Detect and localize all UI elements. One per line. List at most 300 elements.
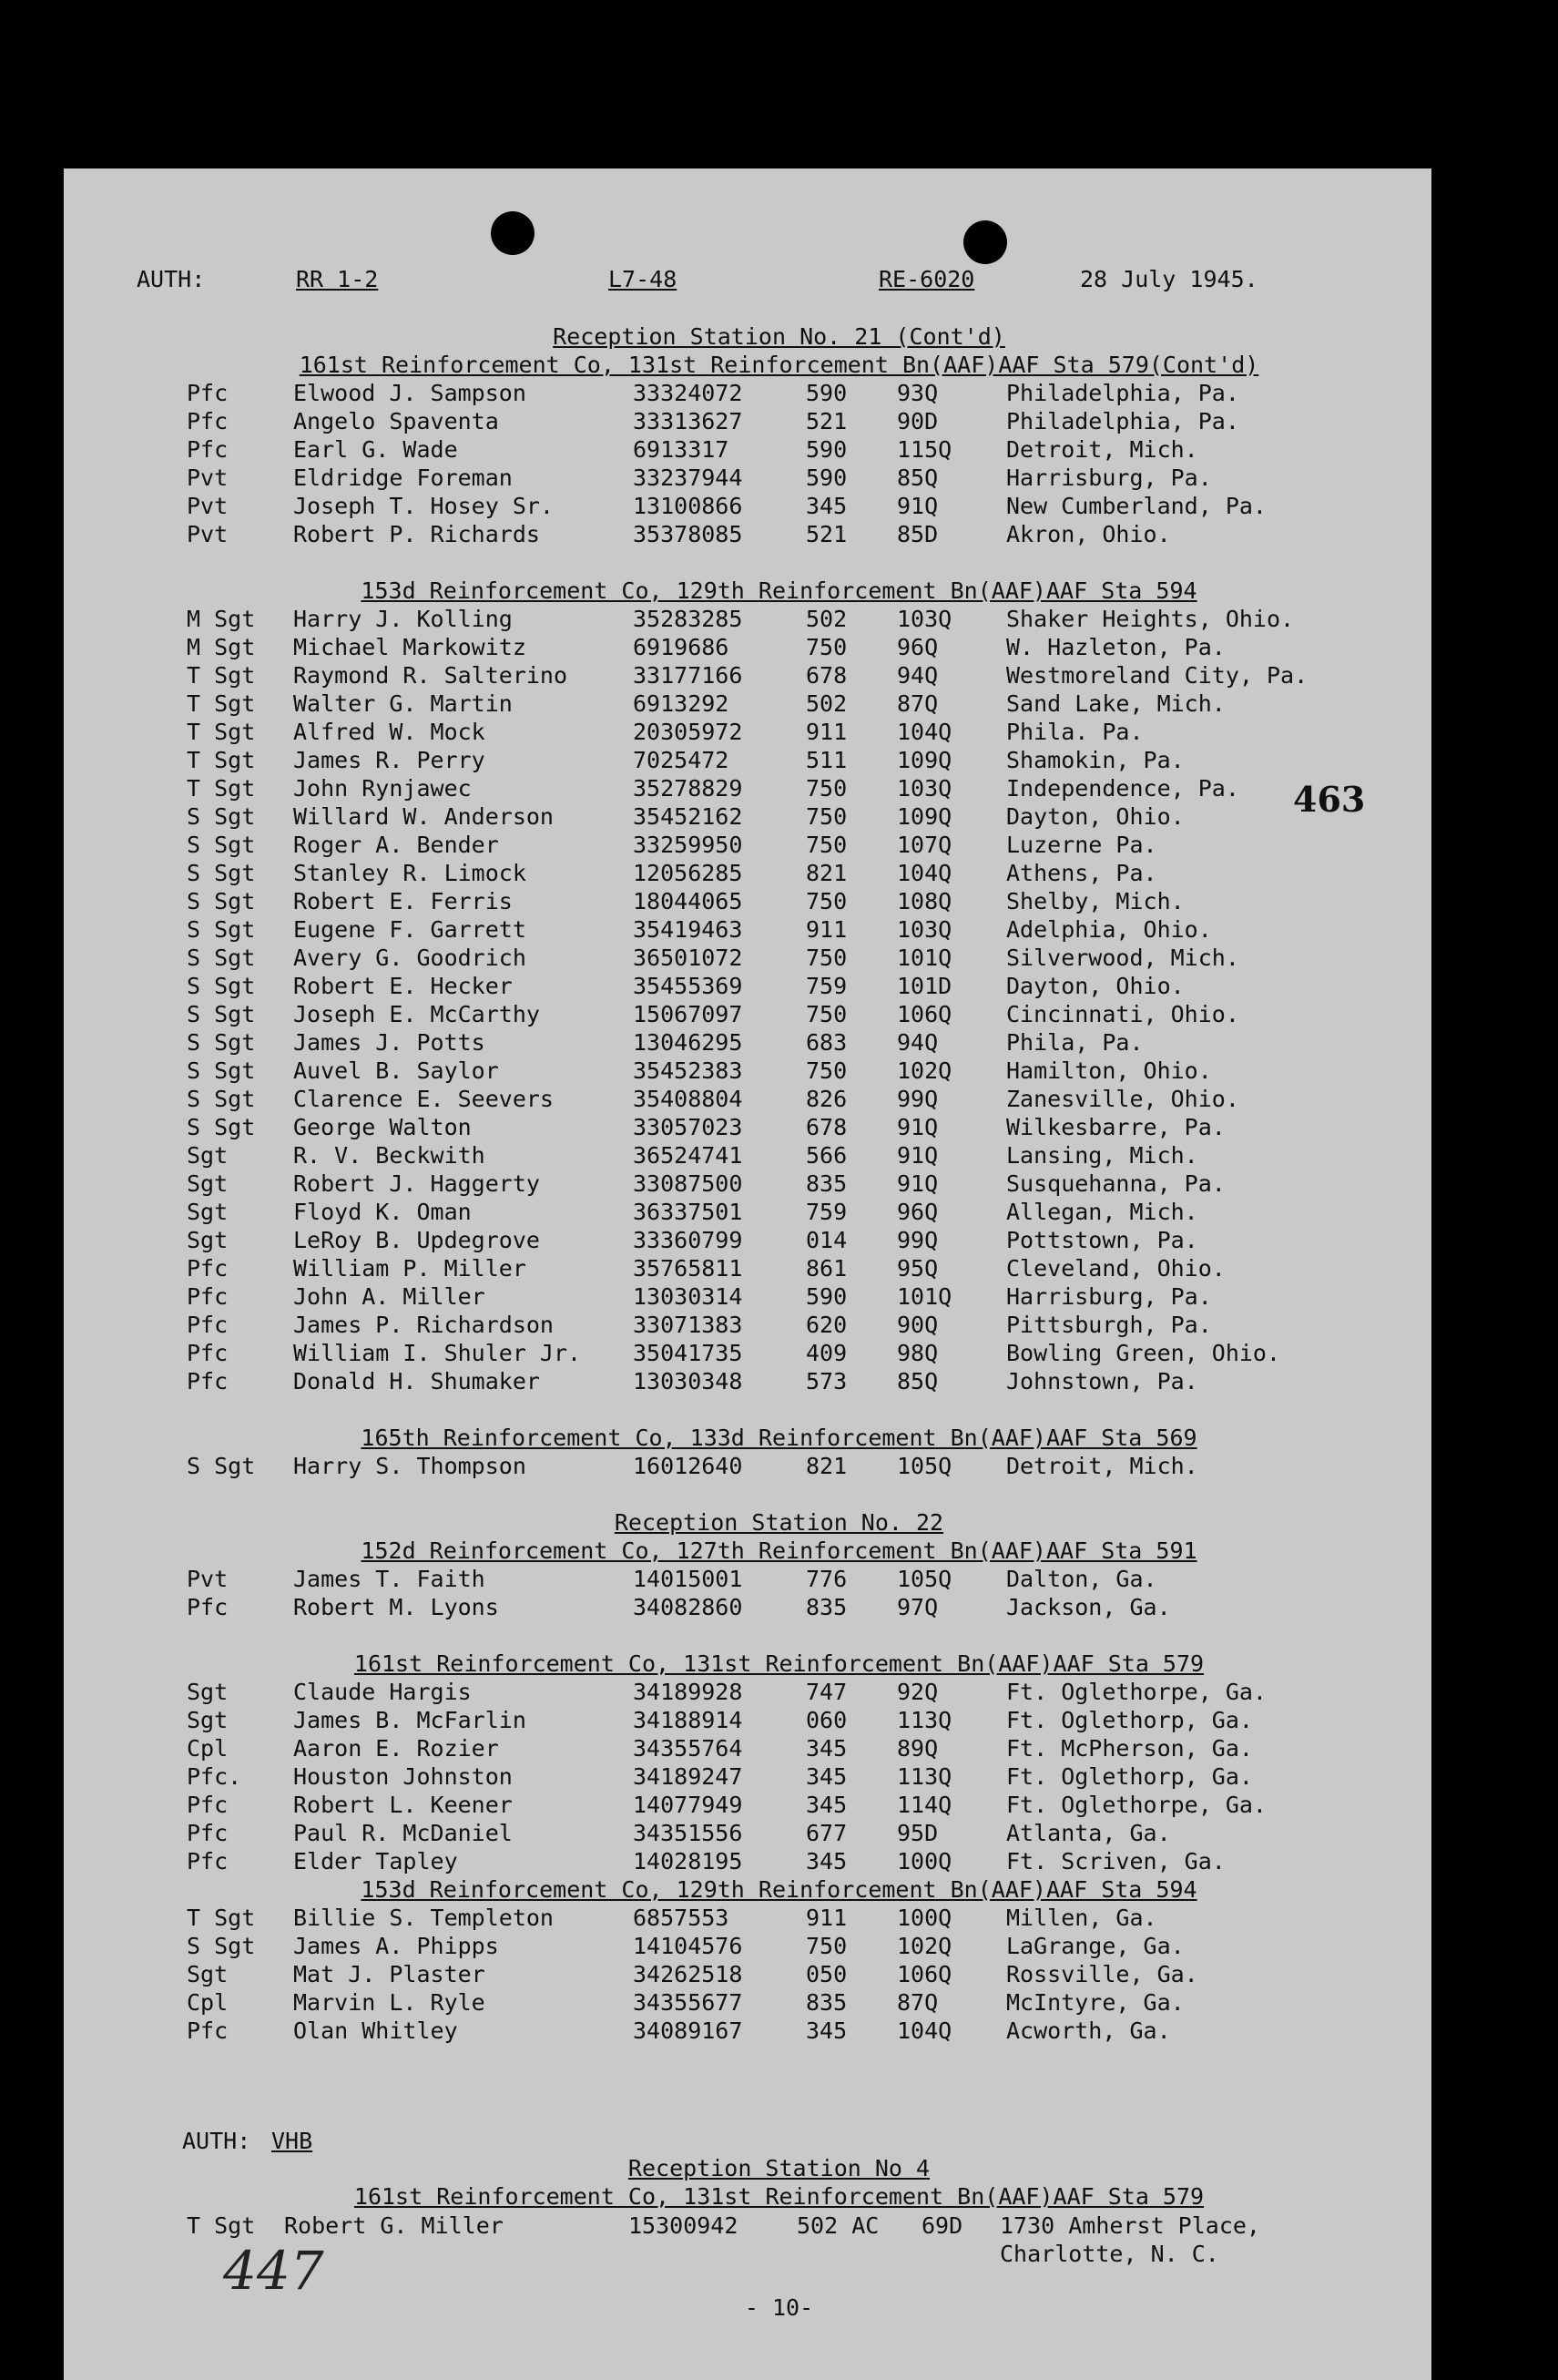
serial-number: 14015001 xyxy=(633,1566,743,1592)
name: Mat J. Plaster xyxy=(293,1961,485,1987)
rank: S Sgt xyxy=(187,973,256,999)
rank: T Sgt xyxy=(187,1905,256,1931)
handwritten-number: 447 xyxy=(223,2240,324,2302)
rank: T Sgt xyxy=(187,2212,256,2239)
name: Billie S. Templeton xyxy=(293,1905,554,1931)
code: 573 xyxy=(806,1368,848,1394)
hometown: Westmoreland City, Pa. xyxy=(1006,662,1309,689)
rank: S Sgt xyxy=(187,832,256,858)
rank: T Sgt xyxy=(187,775,256,802)
unit-heading: 153d Reinforcement Co, 129th Reinforcement Bn(AAF)AAF Sta 594 xyxy=(361,1876,1197,1903)
code: 911 xyxy=(806,916,848,943)
hometown: Shelby, Mich. xyxy=(1006,888,1185,914)
code: 683 xyxy=(806,1029,848,1056)
serial-number: 6913317 xyxy=(633,436,729,463)
name: Harry J. Kolling xyxy=(293,606,513,632)
code: 750 xyxy=(806,803,848,830)
name: Robert J. Haggerty xyxy=(293,1170,540,1197)
code: 835 xyxy=(806,1170,848,1197)
name: Clarence E. Seevers xyxy=(293,1086,554,1112)
name: Walter G. Martin xyxy=(293,690,513,717)
rank: Pfc. xyxy=(187,1763,242,1790)
code: 590 xyxy=(806,465,848,491)
rank: Pvt xyxy=(187,1566,229,1592)
code: 750 xyxy=(806,832,848,858)
serial-number: 35408804 xyxy=(633,1086,743,1112)
serial-number: 34189247 xyxy=(633,1763,743,1790)
table-row xyxy=(0,1706,1558,1734)
code: 821 xyxy=(806,860,848,886)
grade: 107Q xyxy=(897,832,952,858)
hometown: Pottstown, Pa. xyxy=(1006,1227,1198,1253)
hometown: Shamokin, Pa. xyxy=(1006,747,1185,773)
unit-heading: 161st Reinforcement Co, 131st Reinforcement Bn(AAF)AAF Sta 579 xyxy=(353,1650,1205,1677)
table-row xyxy=(0,1198,1558,1226)
order-number: L7-48 xyxy=(608,266,677,292)
hometown: Adelphia, Ohio. xyxy=(1006,916,1212,943)
hometown: Jackson, Ga. xyxy=(1006,1594,1171,1620)
hometown: Rossville, Ga. xyxy=(1006,1961,1198,1987)
rank: S Sgt xyxy=(187,803,256,830)
serial-number: 13100866 xyxy=(633,493,743,519)
serial-number: 6919686 xyxy=(633,634,729,660)
serial-number: 33313627 xyxy=(633,408,743,434)
grade: 104Q xyxy=(897,2017,952,2044)
name: James R. Perry xyxy=(293,747,485,773)
table-row xyxy=(0,435,1558,464)
hometown: Philadelphia, Pa. xyxy=(1006,380,1239,406)
serial-number: 36337501 xyxy=(633,1199,743,1225)
table-row xyxy=(0,1028,1558,1057)
serial-number: 35283285 xyxy=(633,606,743,632)
grade: 99Q xyxy=(897,1227,939,1253)
table-row xyxy=(0,1678,1558,1706)
hometown: Cincinnati, Ohio. xyxy=(1006,1001,1239,1027)
auth-label: AUTH: xyxy=(137,266,206,292)
hometown: LaGrange, Ga. xyxy=(1006,1933,1185,1959)
grade: 114Q xyxy=(897,1792,952,1818)
rank: M Sgt xyxy=(187,606,256,632)
table-row xyxy=(0,1819,1558,1847)
rank: Pfc xyxy=(187,1594,229,1620)
code: 861 xyxy=(806,1255,848,1282)
rank: Pvt xyxy=(187,465,229,491)
name: George Walton xyxy=(293,1114,472,1140)
rank: T Sgt xyxy=(187,662,256,689)
grade: 87Q xyxy=(897,1989,939,2016)
serial-number: 33259950 xyxy=(633,832,743,858)
unit-heading: 161st Reinforcement Co, 131st Reinforcement Bn(AAF)AAF Sta 579(Cont'd) xyxy=(299,352,1259,378)
hometown: Allegan, Mich. xyxy=(1006,1199,1198,1225)
name: Willard W. Anderson xyxy=(293,803,554,830)
name: James T. Faith xyxy=(293,1566,485,1592)
hometown: Ft. Oglethorp, Ga. xyxy=(1006,1707,1253,1733)
order-date: 28 July 1945. xyxy=(1080,266,1258,292)
grade: 113Q xyxy=(897,1707,952,1733)
name: Elwood J. Sampson xyxy=(293,380,526,406)
grade: 97Q xyxy=(897,1594,939,1620)
grade: 103Q xyxy=(897,916,952,943)
name: Joseph E. McCarthy xyxy=(293,1001,540,1027)
hometown: Susquehanna, Pa. xyxy=(1006,1170,1226,1197)
code: 620 xyxy=(806,1312,848,1338)
code: 835 xyxy=(806,1594,848,1620)
serial-number: 33071383 xyxy=(633,1312,743,1338)
code: 566 xyxy=(806,1142,848,1169)
grade: 101Q xyxy=(897,945,952,971)
name: Stanley R. Limock xyxy=(293,860,526,886)
rank: Pfc xyxy=(187,1820,229,1846)
code: 759 xyxy=(806,1199,848,1225)
rank: Sgt xyxy=(187,1227,229,1253)
rank: S Sgt xyxy=(187,1933,256,1959)
hometown: Luzerne Pa. xyxy=(1006,832,1157,858)
hometown: Dayton, Ohio. xyxy=(1006,973,1185,999)
grade: 101Q xyxy=(897,1283,952,1310)
table-row xyxy=(0,1847,1558,1875)
rank: Pfc xyxy=(187,2017,229,2044)
grade: 102Q xyxy=(897,1057,952,1084)
grade: 106Q xyxy=(897,1001,952,1027)
code: 750 xyxy=(806,775,848,802)
hometown: Ft. Oglethorpe, Ga. xyxy=(1006,1679,1267,1705)
table-row xyxy=(0,1170,1558,1198)
serial-number: 33360799 xyxy=(633,1227,743,1253)
code: 759 xyxy=(806,973,848,999)
rank: Pvt xyxy=(187,493,229,519)
serial-number: 18044065 xyxy=(633,888,743,914)
table-row xyxy=(0,633,1558,661)
rank: Sgt xyxy=(187,1679,229,1705)
name: Eugene F. Garrett xyxy=(293,916,526,943)
rank: Pfc xyxy=(187,1792,229,1818)
code: 678 xyxy=(806,1114,848,1140)
table-row xyxy=(0,2017,1558,2045)
name: Floyd K. Oman xyxy=(293,1199,472,1225)
rank: Pfc xyxy=(187,1368,229,1394)
grade: 96Q xyxy=(897,634,939,660)
rank: T Sgt xyxy=(187,719,256,745)
name: Avery G. Goodrich xyxy=(293,945,526,971)
grade: 85Q xyxy=(897,465,939,491)
table-row xyxy=(0,379,1558,407)
hometown: Phila. Pa. xyxy=(1006,719,1144,745)
serial-number: 34188914 xyxy=(633,1707,743,1733)
name: Olan Whitley xyxy=(293,2017,458,2044)
hometown: Ft. Oglethorp, Ga. xyxy=(1006,1763,1253,1790)
table-row xyxy=(0,718,1558,746)
hometown: Dalton, Ga. xyxy=(1006,1566,1157,1592)
grade: 105Q xyxy=(897,1566,952,1592)
code: 345 xyxy=(806,1763,848,1790)
table-row xyxy=(0,1932,1558,1960)
serial-number: 13030348 xyxy=(633,1368,743,1394)
grade: 89Q xyxy=(897,1735,939,1762)
table-row xyxy=(0,407,1558,435)
grade: 90Q xyxy=(897,1312,939,1338)
table-row xyxy=(0,746,1558,774)
code: 521 xyxy=(806,521,848,547)
rank: Pfc xyxy=(187,1255,229,1282)
name: R. V. Beckwith xyxy=(293,1142,485,1169)
name: Harry S. Thompson xyxy=(293,1453,526,1479)
station-heading: Reception Station No 4 xyxy=(627,2155,931,2181)
rank: Pvt xyxy=(187,521,229,547)
grade: 85Q xyxy=(897,1368,939,1394)
table-row xyxy=(0,2211,1558,2240)
rank: Pfc xyxy=(187,1340,229,1366)
code: 776 xyxy=(806,1566,848,1592)
code: 835 xyxy=(806,1989,848,2016)
code: 750 xyxy=(806,1933,848,1959)
hometown: Harrisburg, Pa. xyxy=(1006,465,1212,491)
hometown: Pittsburgh, Pa. xyxy=(1006,1312,1212,1338)
grade: 113Q xyxy=(897,1763,952,1790)
hometown: Sand Lake, Mich. xyxy=(1006,690,1226,717)
hometown: Shaker Heights, Ohio. xyxy=(1006,606,1295,632)
serial-number: 34089167 xyxy=(633,2017,743,2044)
code: 590 xyxy=(806,436,848,463)
table-row xyxy=(0,1791,1558,1819)
rank: S Sgt xyxy=(187,1114,256,1140)
table-row xyxy=(0,802,1558,831)
code: 911 xyxy=(806,1905,848,1931)
name: William I. Shuler Jr. xyxy=(293,1340,582,1366)
grade: 100Q xyxy=(897,1905,952,1931)
table-row xyxy=(0,1960,1558,1988)
hometown: McIntyre, Ga. xyxy=(1006,1989,1185,2016)
grade: 106Q xyxy=(897,1961,952,1987)
serial-number: 35452383 xyxy=(633,1057,743,1084)
name: John A. Miller xyxy=(293,1283,485,1310)
hometown: Ft. McPherson, Ga. xyxy=(1006,1735,1253,1762)
grade: 69D xyxy=(922,2212,963,2239)
grade: 109Q xyxy=(897,803,952,830)
name: Joseph T. Hosey Sr. xyxy=(293,493,554,519)
table-row xyxy=(0,1593,1558,1621)
grade: 94Q xyxy=(897,1029,939,1056)
table-row xyxy=(0,464,1558,492)
table-row xyxy=(0,831,1558,859)
table-row xyxy=(0,1762,1558,1791)
hometown: Silverwood, Mich. xyxy=(1006,945,1239,971)
code: 747 xyxy=(806,1679,848,1705)
grade: 91Q xyxy=(897,1170,939,1197)
hometown: Zanesville, Ohio. xyxy=(1006,1086,1239,1112)
rank: Pfc xyxy=(187,1283,229,1310)
name: James P. Richardson xyxy=(293,1312,554,1338)
table-row xyxy=(0,1057,1558,1085)
code: 750 xyxy=(806,945,848,971)
hometown: Wilkesbarre, Pa. xyxy=(1006,1114,1226,1140)
table-row xyxy=(0,1367,1558,1395)
code: 826 xyxy=(806,1086,848,1112)
rank: S Sgt xyxy=(187,1001,256,1027)
serial-number: 20305972 xyxy=(633,719,743,745)
name: Robert M. Lyons xyxy=(293,1594,499,1620)
rank: Sgt xyxy=(187,1199,229,1225)
hometown: Cleveland, Ohio. xyxy=(1006,1255,1226,1282)
code: 750 xyxy=(806,888,848,914)
rank: S Sgt xyxy=(187,860,256,886)
grade: 87Q xyxy=(897,690,939,717)
code: 502 xyxy=(806,606,848,632)
name: Robert L. Keener xyxy=(293,1792,513,1818)
home-city: Charlotte, N. C. xyxy=(1000,2241,1219,2267)
code: 590 xyxy=(806,1283,848,1310)
serial-number: 33324072 xyxy=(633,380,743,406)
table-row xyxy=(0,1000,1558,1028)
serial-number: 33057023 xyxy=(633,1114,743,1140)
table-row xyxy=(0,1988,1558,2017)
grade: 103Q xyxy=(897,775,952,802)
serial-number: 33237944 xyxy=(633,465,743,491)
code: 911 xyxy=(806,719,848,745)
rank: Pfc xyxy=(187,436,229,463)
table-row xyxy=(0,605,1558,633)
table-row xyxy=(0,1565,1558,1593)
name: James B. McFarlin xyxy=(293,1707,526,1733)
grade: 96Q xyxy=(897,1199,939,1225)
table-row xyxy=(0,887,1558,915)
table-row xyxy=(0,1339,1558,1367)
auth2-label: AUTH: xyxy=(182,2128,251,2154)
grade: 109Q xyxy=(897,747,952,773)
grade: 91Q xyxy=(897,1142,939,1169)
hometown: Ft. Scriven, Ga. xyxy=(1006,1848,1226,1874)
code: 502 xyxy=(806,690,848,717)
hometown: Bowling Green, Ohio. xyxy=(1006,1340,1281,1366)
unit-heading: 153d Reinforcement Co, 129th Reinforcement Bn(AAF)AAF Sta 594 xyxy=(361,577,1197,604)
name: Robert G. Miller xyxy=(284,2212,504,2239)
serial-number: 34355764 xyxy=(633,1735,743,1762)
serial-number: 34351556 xyxy=(633,1820,743,1846)
serial-number: 35455369 xyxy=(633,973,743,999)
name: Roger A. Bender xyxy=(293,832,499,858)
rank: S Sgt xyxy=(187,1057,256,1084)
serial-number: 14077949 xyxy=(633,1792,743,1818)
grade: 85D xyxy=(897,521,939,547)
reference-number: RE-6020 xyxy=(879,266,975,292)
serial-number: 34082860 xyxy=(633,1594,743,1620)
grade: 99Q xyxy=(897,1086,939,1112)
hometown: Athens, Pa. xyxy=(1006,860,1157,886)
serial-number: 15300942 xyxy=(628,2212,738,2239)
table-row xyxy=(0,1226,1558,1254)
name: Claude Hargis xyxy=(293,1679,472,1705)
serial-number: 35765811 xyxy=(633,1255,743,1282)
grade: 91Q xyxy=(897,493,939,519)
serial-number: 14104576 xyxy=(633,1933,743,1959)
code: 521 xyxy=(806,408,848,434)
grade: 101D xyxy=(897,973,952,999)
unit-heading: 152d Reinforcement Co, 127th Reinforcement Bn(AAF)AAF Sta 591 xyxy=(361,1537,1197,1564)
serial-number: 34262518 xyxy=(633,1961,743,1987)
serial-number: 13030314 xyxy=(633,1283,743,1310)
table-row xyxy=(0,689,1558,718)
rank: Cpl xyxy=(187,1989,229,2016)
grade: 103Q xyxy=(897,606,952,632)
code: 409 xyxy=(806,1340,848,1366)
hometown: Acworth, Ga. xyxy=(1006,2017,1171,2044)
code: 345 xyxy=(806,2017,848,2044)
serial-number: 35419463 xyxy=(633,916,743,943)
code: 345 xyxy=(806,1792,848,1818)
code: 750 xyxy=(806,634,848,660)
hometown: Johnstown, Pa. xyxy=(1006,1368,1198,1394)
name: Robert E. Hecker xyxy=(293,973,513,999)
serial-number: 35452162 xyxy=(633,803,743,830)
rank: S Sgt xyxy=(187,1086,256,1112)
grade: 100Q xyxy=(897,1848,952,1874)
code: 345 xyxy=(806,493,848,519)
hometown: Detroit, Mich. xyxy=(1006,1453,1198,1479)
serial-number: 12056285 xyxy=(633,860,743,886)
name: Houston Johnston xyxy=(293,1763,513,1790)
rank: M Sgt xyxy=(187,634,256,660)
grade: 95D xyxy=(897,1820,939,1846)
code: 345 xyxy=(806,1735,848,1762)
rank: Sgt xyxy=(187,1142,229,1169)
serial-number: 6913292 xyxy=(633,690,729,717)
table-row xyxy=(0,972,1558,1000)
grade: 93Q xyxy=(897,380,939,406)
name: William P. Miller xyxy=(293,1255,526,1282)
serial-number: 7025472 xyxy=(633,747,729,773)
code: 750 xyxy=(806,1057,848,1084)
hometown: Phila, Pa. xyxy=(1006,1029,1144,1056)
rank: S Sgt xyxy=(187,1029,256,1056)
name: Auvel B. Saylor xyxy=(293,1057,499,1084)
table-row xyxy=(0,1254,1558,1282)
name: Earl G. Wade xyxy=(293,436,458,463)
table-row xyxy=(0,1452,1558,1480)
serial-number: 34355677 xyxy=(633,1989,743,2016)
station-heading: Reception Station No. 22 xyxy=(614,1509,944,1536)
rank: Sgt xyxy=(187,1961,229,1987)
code: 014 xyxy=(806,1227,848,1253)
code: 502 AC xyxy=(797,2212,880,2239)
hometown: Harrisburg, Pa. xyxy=(1006,1283,1212,1310)
rank: Pfc xyxy=(187,1312,229,1338)
code: 060 xyxy=(806,1707,848,1733)
hometown: W. Hazleton, Pa. xyxy=(1006,634,1226,660)
unit-heading: 165th Reinforcement Co, 133d Reinforcement Bn(AAF)AAF Sta 569 xyxy=(361,1425,1197,1451)
hometown: Dayton, Ohio. xyxy=(1006,803,1185,830)
rank: T Sgt xyxy=(187,747,256,773)
grade: 92Q xyxy=(897,1679,939,1705)
hometown: Atlanta, Ga. xyxy=(1006,1820,1171,1846)
code: 590 xyxy=(806,380,848,406)
rank: S Sgt xyxy=(187,916,256,943)
grade: 90D xyxy=(897,408,939,434)
name: Michael Markowitz xyxy=(293,634,526,660)
code: 677 xyxy=(806,1820,848,1846)
hometown: Lansing, Mich. xyxy=(1006,1142,1198,1169)
name: LeRoy B. Updegrove xyxy=(293,1227,540,1253)
margin-number: 463 xyxy=(1293,779,1366,820)
name: Alfred W. Mock xyxy=(293,719,485,745)
name: James A. Phipps xyxy=(293,1933,499,1959)
serial-number: 13046295 xyxy=(633,1029,743,1056)
table-row xyxy=(0,492,1558,520)
serial-number: 33177166 xyxy=(633,662,743,689)
table-row xyxy=(0,1085,1558,1113)
rank: Cpl xyxy=(187,1735,229,1762)
table-row xyxy=(0,944,1558,972)
grade: 91Q xyxy=(897,1114,939,1140)
serial-number: 33087500 xyxy=(633,1170,743,1197)
